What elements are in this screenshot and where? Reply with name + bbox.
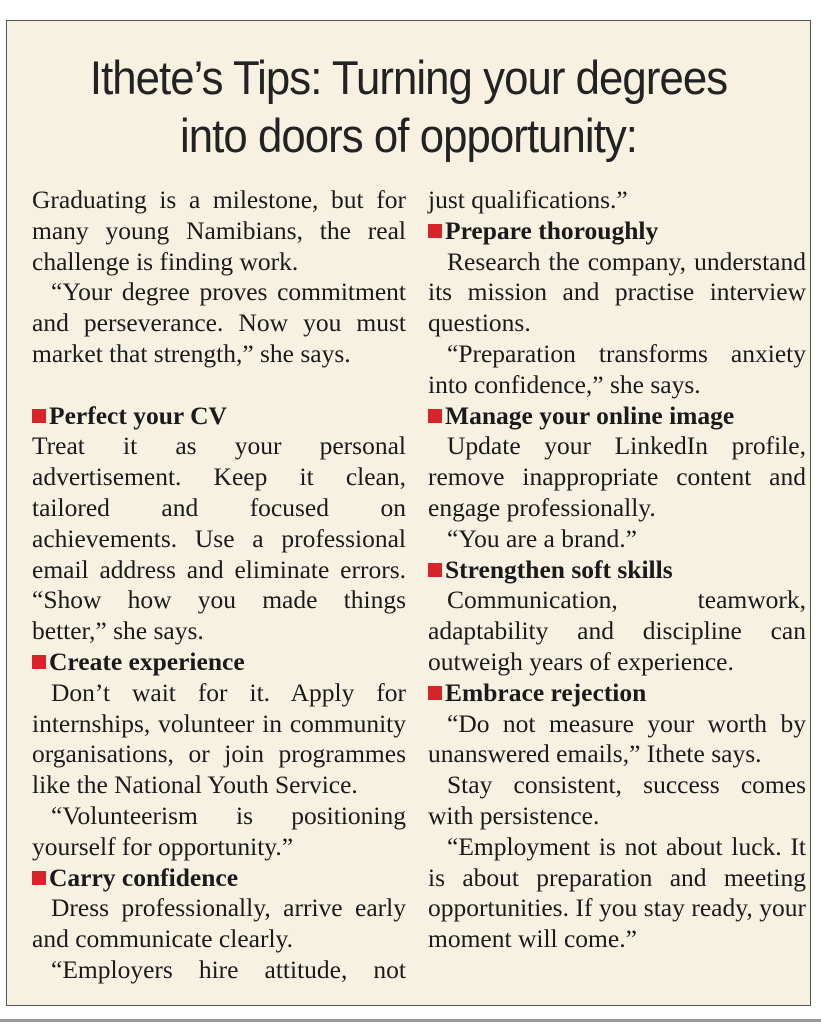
headline-line-2: into doors of opportunity:	[180, 109, 637, 162]
rejection-paragraph: Stay consistent, success comes with persistence.	[428, 770, 806, 830]
left-column	[32, 185, 406, 986]
red-square-bullet-icon	[32, 409, 46, 423]
subheading-soft-skills	[428, 555, 806, 586]
paragraph-gap	[32, 370, 406, 401]
prepare-quote: “Preparation transforms anxiety into confidence,” she says.	[428, 338, 806, 399]
subheading-soft-skills-text: Strengthen soft skills	[445, 554, 673, 584]
headline	[35, 49, 782, 165]
confidence-paragraph: Dress professionally, arrive early and communicate clearly.	[32, 893, 406, 954]
intro-paragraph: Graduating is a milestone, but for many young Namibians, the real challenge is finding work.	[32, 185, 406, 276]
red-square-bullet-icon	[32, 871, 46, 885]
bottom-rule	[0, 1019, 821, 1022]
red-square-bullet-icon	[428, 563, 442, 577]
experience-paragraph: Don’t wait for it. Apply for internships, volunteer in community organisations, or join programmes like the National Youth Service.	[32, 677, 406, 800]
closing-quote: “Employment is not about luck. It is about preparation and meeting opportunities. If you stay ready, your moment will come.”	[428, 831, 806, 954]
article-box	[6, 20, 811, 1006]
quote-paragraph: “Your degree proves commitment and perseverance. Now you must market that strength,” she says.	[32, 277, 406, 368]
subheading-cv	[32, 401, 406, 432]
subheading-experience-text: Create experience	[49, 646, 245, 676]
cv-paragraph: Treat it as your personal advertisement. Keep it clean, tailored and focused on achievements. Use a professional email address and eliminate errors. “Show how you made things better,” she says.	[32, 431, 406, 646]
subheading-cv-text: Perfect your CV	[49, 400, 227, 430]
subheading-prepare	[428, 216, 806, 247]
confidence-quote-start: “Employers hire attitude, not	[51, 954, 406, 984]
subheading-confidence-text: Carry confidence	[49, 862, 239, 892]
online-image-paragraph: Update your LinkedIn profile, remove inappropriate content and engage professionally.	[428, 431, 806, 522]
subheading-online-image-text: Manage your online image	[445, 400, 735, 430]
subheading-confidence	[32, 863, 406, 894]
subheading-rejection	[428, 678, 806, 709]
headline-line-1: Ithete’s Tips: Turning your degrees	[89, 51, 728, 104]
prepare-paragraph: Research the company, understand its mission and practise interview questions.	[428, 246, 806, 338]
red-square-bullet-icon	[428, 224, 442, 238]
red-square-bullet-icon	[428, 686, 442, 700]
subheading-experience	[32, 647, 406, 678]
online-image-quote: “You are a brand.”	[447, 523, 638, 553]
subheading-prepare-text: Prepare thoroughly	[445, 215, 659, 245]
soft-skills-paragraph: Communication, teamwork, adaptability and discipline can outweigh years of experience.	[428, 585, 806, 676]
red-square-bullet-icon	[428, 409, 442, 423]
rejection-quote: “Do not measure your worth by unanswered emails,” Ithete says.	[428, 708, 806, 769]
red-square-bullet-icon	[32, 655, 46, 669]
right-column	[428, 185, 806, 955]
subheading-online-image	[428, 401, 806, 432]
confidence-quote-end: just qualifications.”	[428, 185, 628, 214]
experience-quote: “Volunteerism is positioning yourself for opportunity.”	[32, 800, 406, 861]
subheading-rejection-text: Embrace rejection	[445, 677, 647, 707]
